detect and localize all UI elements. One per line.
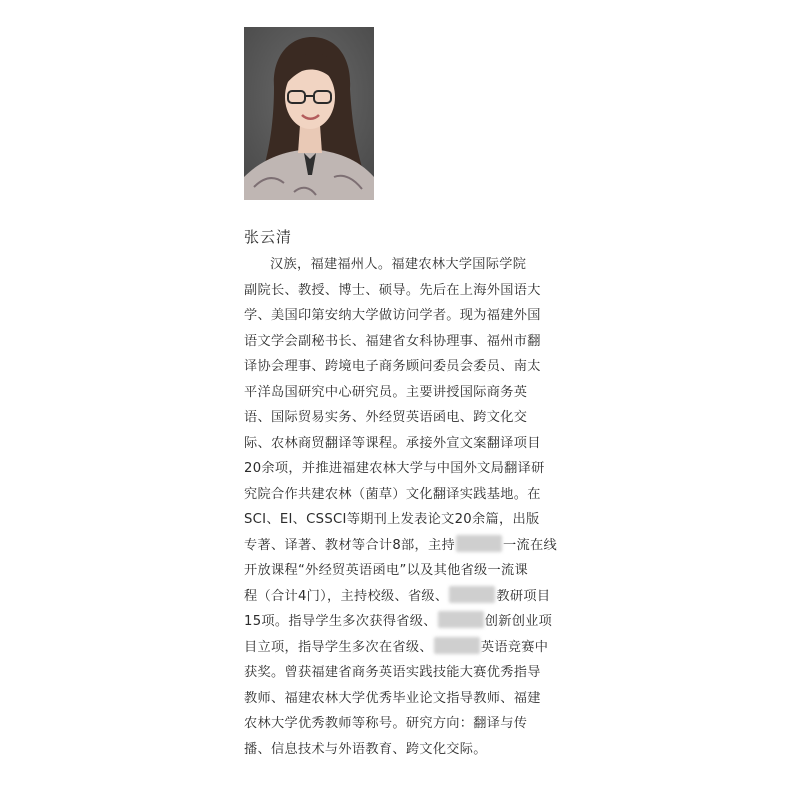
bio-line: 际、农林商贸翻译等课程。承接外宣文案翻译项目 — [244, 435, 541, 451]
bio-text: 英语竞赛中 — [480, 639, 549, 655]
redacted-text — [438, 611, 484, 628]
bio-text: 目立项，指导学生多次在省级、 — [244, 639, 433, 655]
bio-text: 15项。指导学生多次获得省级、 — [244, 614, 437, 629]
bio-line — [244, 584, 551, 610]
bio-line: 语、国际贸易实务、外经贸英语函电、跨文化交 — [244, 410, 528, 425]
bio-text: 教研项目 — [496, 588, 551, 604]
person-name: 张云清 — [244, 228, 293, 246]
bio-text: 创新创业项 — [484, 614, 553, 629]
bio-text: 专著、译著、教材等合计8部，主持 — [244, 537, 456, 553]
bio-line: 教师、福建农林大学优秀毕业论文指导教师、福建 — [244, 690, 541, 706]
bio-line: SCI、EI、CSSCI等期刊上发表论文20余篇，出版 — [244, 512, 540, 527]
redacted-text — [434, 637, 480, 654]
bio-line: 究院合作共建农林（菌草）文化翻译实践基地。在 — [244, 486, 541, 502]
bio-line: 副院长、教授、博士、硕导。先后在上海外国语大 — [244, 282, 541, 298]
profile-photo — [244, 27, 374, 200]
bio-line: 20余项，并推进福建农林大学与中国外文局翻译研 — [244, 461, 545, 476]
bio-line: 语文学会副秘书长、福建省女科协理事、福州市翻 — [244, 333, 541, 349]
bio-line: 开放课程“外经贸英语函电”以及其他省级一流课 — [244, 563, 529, 578]
bio-line: 学、美国印第安纳大学做访问学者。现为福建外国 — [244, 308, 541, 323]
bio-line — [244, 533, 557, 559]
bio-line — [244, 609, 553, 635]
bio-line: 获奖。曾获福建省商务英语实践技能大赛优秀指导 — [244, 665, 541, 680]
bio-text: 一流在线 — [503, 537, 557, 553]
bio-line — [244, 635, 549, 661]
bio-line: 农林大学优秀教师等称号。研究方向：翻译与传 — [244, 716, 528, 731]
bio-paragraph — [244, 252, 557, 762]
redacted-text — [456, 535, 502, 552]
portrait-image — [244, 27, 374, 200]
bio-line: 播、信息技术与外语教育、跨文化交际。 — [244, 741, 487, 757]
redacted-text — [449, 586, 495, 603]
bio-text: 程（合计4门），主持校级、省级、 — [244, 588, 449, 604]
bio-line: 汉族，福建福州人。福建农林大学国际学院 — [270, 257, 527, 272]
bio-line: 平洋岛国研究中心研究员。主要讲授国际商务英 — [244, 384, 528, 400]
bio-line: 译协会理事、跨境电子商务顾问委员会委员、南太 — [244, 359, 541, 374]
